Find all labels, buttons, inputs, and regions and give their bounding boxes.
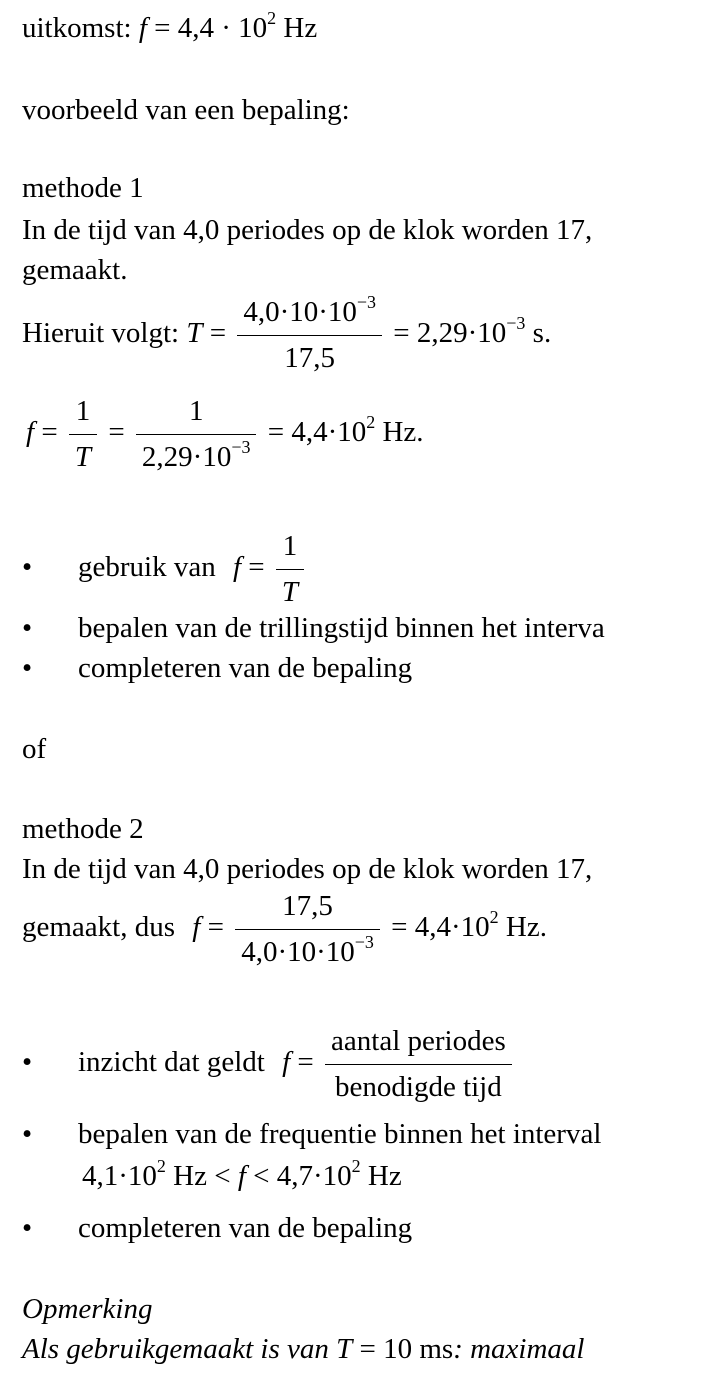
method2-title: methode 2 [22,813,144,845]
fraction-f [235,890,380,969]
method2-line2-prefix: gemaakt, dus [22,911,176,944]
T-result: = 2,29·10 [393,317,507,350]
fraction-T-numerator: $4,0\cdot 10\cdot 10^{-3}$ [237,296,382,336]
method1-derivation-T [22,291,552,375]
derive-label: Hieruit volgt: [22,317,180,350]
f-symbol: f [192,911,201,944]
method2-derivation: gemaakt, dus f = $\frac{17,5}{4,0\cdot 10\cdot 10^{-3}}$ = $4,4\cdot 10^2$ Hz. [22,890,547,968]
criteria2-item-1: • inzicht dat geldt f = $\frac{\text{aantal periodes}}{\text{benodigde tijd}}$ [22,1025,516,1104]
bullet-icon: • [22,612,33,644]
equals-sign: = [202,317,227,350]
f-result-unit: Hz. [498,911,547,944]
fraction-numerator: 1 [136,395,257,435]
fraction-numerator: 1 [276,530,304,570]
criteria1-item-1: • gebruik van f = $\frac{1}{T}$ [22,530,308,609]
result-exponent: 2 [267,7,277,28]
result-label: uitkomst: [22,12,132,44]
result-value: = 4,4 · 10 [146,12,268,44]
criteria1-item-2 [22,614,605,643]
formula-f: f [232,551,242,584]
method1-derivation-f: f = $\frac{1}{T}$ = $\frac{1}{2,29\cdot 10^{-3}}$ = $4,4\cdot 10^2$ Hz. [26,395,424,473]
criterion-text: completeren van de bepaling [78,1212,413,1244]
fraction-denominator: $4,0\cdot 10\cdot 10^{-3}$ [241,931,374,968]
criteria2-item-2 [22,1120,601,1149]
f-result-exponent: 2 [366,411,376,432]
bullet-icon: • [22,652,33,684]
example-heading: voorbeeld van een bepaling: [22,94,350,126]
f-result: = 4,4·10 [267,416,367,449]
bullet-icon: • [22,551,33,584]
criteria2-interval: $4,1\cdot 10^2$ $Hz < f < 4,7\cdot 10^2$ Hz [82,1155,402,1192]
f-result: = 4,4·10 [391,911,490,944]
f-symbol: f [26,416,35,449]
fraction-T [237,291,382,375]
criterion-text: inzicht dat geldt [78,1046,265,1079]
fraction-denominator: benodigde tijd [335,1071,502,1103]
f-result-unit: Hz. [375,416,424,449]
fraction-numerator: aantal periodes [325,1025,512,1065]
f-result-exponent: 2 [489,906,499,927]
criterion-text: bepalen van de frequentie binnen het interval [78,1118,602,1150]
fraction-T-denominator: 17,5 [284,342,336,374]
criterion-text: gebruik van [78,551,216,584]
criteria1-item-3 [22,654,412,683]
method1-line2: gemaakt. [22,254,128,286]
T-symbol: T [186,317,203,350]
result-line [22,7,318,44]
result-f-symbol: f [138,12,147,44]
fraction-denominator: $2,29\cdot 10^{-3}$ [141,436,251,473]
method1-title: methode 1 [22,172,144,204]
remark-title: Opmerking [22,1293,153,1325]
fraction-one-over-value [136,395,257,474]
or-separator: of [22,733,47,765]
formula-f: f [282,1046,291,1079]
T-result-exponent: −3 [506,312,526,333]
fraction-numerator: 1 [69,395,97,435]
bullet-icon: • [22,1212,33,1244]
method1-line1: In de tijd van 4,0 periodes op de klok worden 17, [22,214,593,246]
fraction-denominator: T [74,441,92,473]
method2-line1: In de tijd van 4,0 periodes op de klok worden 17, [22,853,593,885]
fraction-numerator: 17,5 [235,890,380,930]
fraction-one-over-T [69,395,97,474]
criterion-text: bepalen van de trillingstijd binnen het interva [78,612,605,644]
fraction-periods-over-time [325,1025,512,1104]
result-unit: Hz [276,12,318,44]
bullet-icon: • [22,1046,33,1079]
fraction-denominator: T [281,576,299,608]
fraction-one-over-T [276,530,304,609]
bullet-icon: • [22,1118,33,1150]
T-result-unit: s. [525,317,552,350]
remark-text: Als gebruikgemaakt is van T = 10 ms: maximaal [22,1333,585,1365]
criteria2-item-3 [22,1214,412,1243]
criterion-text: completeren van de bepaling [78,652,413,684]
